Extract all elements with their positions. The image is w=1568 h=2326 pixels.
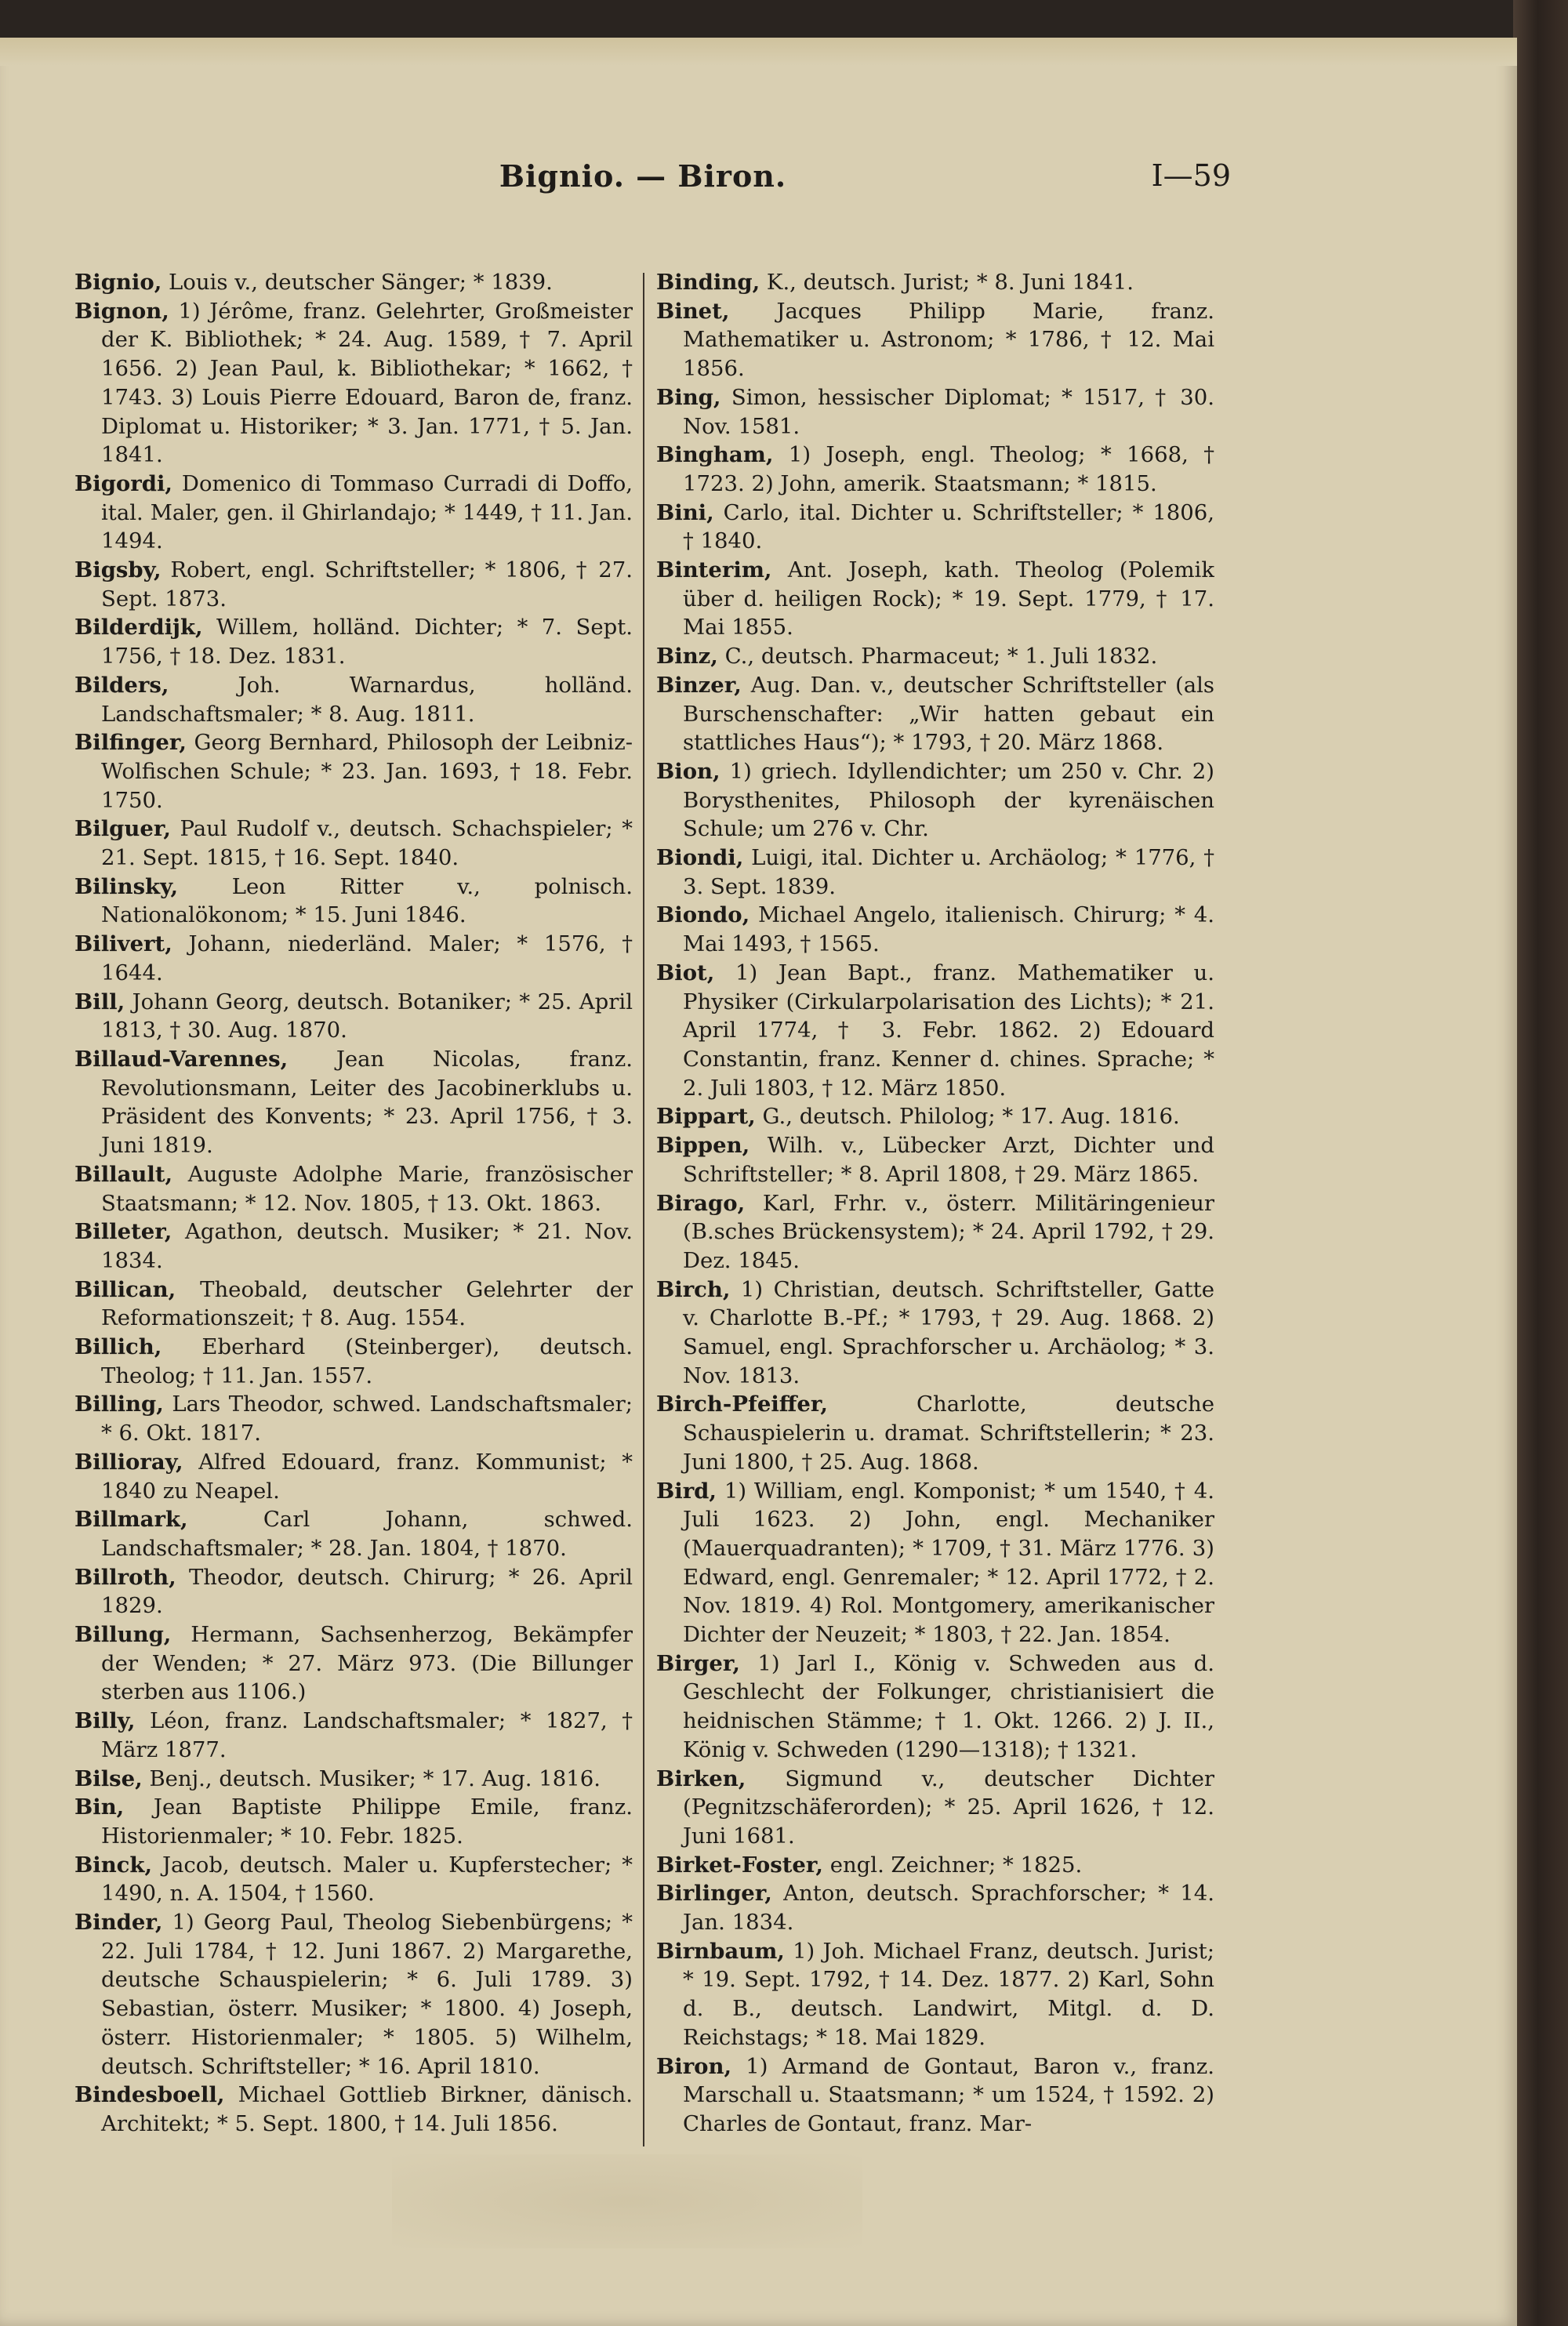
dictionary-entry [656,383,1214,441]
entry-headword: Bion, [656,758,720,784]
entry-headword: Bing, [656,384,721,410]
dictionary-entry [74,1390,633,1447]
entry-headword: Birger, [656,1650,740,1676]
entry-headword: Billault, [74,1161,173,1187]
entry-headword: Binder, [74,1910,163,1936]
entry-text: Simon, hessischer Diplomat; * 1517, † 30. Nov. 1581. [683,384,1214,439]
entry-text: Agathon, deutsch. Musiker; * 21. Nov. 1834. [101,1219,633,1273]
entry-text: Johann, niederländ. Maler; * 1576, † 1644. [101,931,633,985]
entry-headword: Binding, [656,270,760,295]
dictionary-entry [656,499,1214,556]
dictionary-entry [656,757,1214,844]
entry-text: Charlotte, deutsche Schauspielerin u. dramat. Schriftstellerin; * 23. Juni 1800, † 25. Aug. 1868. [683,1392,1214,1475]
entry-headword: Bilguer, [74,816,171,842]
entry-text: 1) Jérôme, franz. Gelehrter, Großmeister der K. Bibliothek; * 24. Aug. 1589, † 7. April 1656. 2) Jean Paul, k. Bibliothekar; * 1662, † 1743. 3) Louis Pierre Edouard, Baron de, franz. Diplomat u. Historiker; * 3. Jan. 1771, † 5. Jan. 1841. [101,298,633,468]
dictionary-entry [74,297,633,470]
entry-text: Louis v., deutscher Sänger; * 1839. [162,270,553,295]
entry-text: 1) Armand de Gontaut, Baron v., franz. Marschall u. Staatsmann; * um 1524, † 1592. 2) Charles de Gontaut, franz. Mar- [683,2053,1214,2136]
page [0,38,1517,2326]
entry-headword: Bilse, [74,1765,143,1791]
dictionary-entry [656,1275,1214,1391]
dictionary-entry [74,728,633,815]
dictionary-entry [656,1131,1214,1188]
entry-text: 1) Georg Paul, Theolog Siebenbürgens; * 22. Juli 1784, † 12. Juni 1867. 2) Margarethe, deutsche Schauspielerin; * 6. Juli 1789. 3) Sebastian, österr. Musiker; * 1800. 4) Joseph, österr. Historienmaler; * 1805. 5) Wilhelm, deutsch. Schriftsteller; * 16. April 1810. [101,1910,633,2079]
entry-headword: Bini, [656,499,714,525]
dictionary-entry [74,815,633,872]
dictionary-entry [74,1765,633,1794]
entry-headword: Biondo, [656,902,750,928]
entry-text: Jacob, deutsch. Maler u. Kupferstecher; * 1490, n. A. 1504, † 1560. [101,1852,633,1907]
entry-text: 1) Jarl I., König v. Schweden aus d. Geschlecht der Folkunger, christianisiert die heidnischen Stämme; † 1. Okt. 1266. 2) J. II., König v. Schweden (1290—1318); † 1321. [683,1650,1214,1762]
entry-text: Theobald, deutscher Gelehrter der Reformationszeit; † 8. Aug. 1554. [101,1276,633,1331]
entry-headword: Birago, [656,1190,746,1216]
entry-headword: Birket-Foster, [656,1852,823,1878]
entry-text: Léon, franz. Landschaftsmaler; * 1827, † März 1877. [101,1708,633,1762]
entry-headword: Billmark, [74,1507,188,1533]
dictionary-entry [656,959,1214,1103]
running-header [71,158,1231,205]
entry-text: Hermann, Sachsenherzog, Bekämpfer der Wenden; * 27. März 973. (Die Billunger sterben aus 1106.) [101,1622,633,1705]
dictionary-entry [656,1851,1214,1880]
dictionary-entry [74,1793,633,1850]
dictionary-entry [74,873,633,930]
entry-text: C., deutsch. Pharmaceut; * 1. Juli 1832. [717,644,1158,669]
header-title: Bignio. — Biron. [499,158,787,194]
dictionary-entry [74,1045,633,1160]
entry-text: 1) Joseph, engl. Theolog; * 1668, † 1723. 2) John, amerik. Staatsmann; * 1815. [683,442,1214,496]
dictionary-entry [74,1620,633,1707]
entry-text: Benj., deutsch. Musiker; * 17. Aug. 1816. [142,1765,601,1791]
entry-headword: Billioray, [74,1449,183,1475]
entry-text: Luigi, ital. Dichter u. Archäolog; * 1776, † 3. Sept. 1839. [683,845,1214,899]
dictionary-entry [74,556,633,613]
entry-text: Lars Theodor, schwed. Landschaftsmaler; * 6. Okt. 1817. [101,1392,633,1446]
entry-text: Karl, Frhr. v., österr. Militäringenieur (B.sches Brückensystem); * 24. April 1792, † 29. Dez. 1845. [683,1190,1214,1273]
dictionary-entry [74,2081,633,2138]
entry-text: G., deutsch. Philolog; * 17. Aug. 1816. [755,1104,1180,1130]
entry-text: Michael Gottlieb Birkner, dänisch. Architekt; * 5. Sept. 1800, † 14. Juli 1856. [101,2082,633,2136]
dictionary-entry [656,1765,1214,1851]
entry-text: Anton, deutsch. Sprachforscher; * 14. Jan. 1834. [683,1881,1214,1936]
entry-headword: Bignon, [74,298,169,324]
entry-headword: Billung, [74,1622,172,1648]
entry-headword: Binz, [656,644,718,669]
entry-text: 1) Joh. Michael Franz, deutsch. Jurist; * 19. Sept. 1792, † 14. Dez. 1877. 2) Karl, Sohn d. B., deutsch. Landwirt, Mitgl. d. D. Reichstags; * 18. Mai 1829. [683,1938,1214,2050]
dictionary-entry [656,556,1214,642]
entry-text: 1) Christian, deutsch. Schriftsteller, Gatte v. Charlotte B.-Pf.; * 1793, † 29. Aug. 1868. 2) Samuel, engl. Sprachforscher u. Archäolog; * 3. Nov. 1813. [683,1276,1214,1388]
entry-text: Aug. Dan. v., deutscher Schriftsteller (als Burschenschafter: „Wir hatten gebaut ein stattliches Haus“); * 1793, † 20. März 1868. [683,672,1214,756]
dictionary-entry [656,844,1214,901]
entry-text: Paul Rudolf v., deutsch. Schachspieler; * 21. Sept. 1815, † 16. Sept. 1840. [101,816,633,871]
entry-text: Leon Ritter v., polnisch. Nationalökonom; * 15. Juni 1846. [101,873,633,928]
dictionary-entry [656,2052,1214,2139]
entry-headword: Birken, [656,1765,746,1791]
dictionary-entry [74,1707,633,1764]
entry-headword: Bigordi, [74,470,172,496]
entry-headword: Biot, [656,960,715,985]
entry-text: Sigmund v., deutscher Dichter (Pegnitzschäferorden); * 25. April 1626, † 12. Juni 1681. [683,1765,1214,1849]
right-column [656,268,1214,2165]
dictionary-entry [74,470,633,556]
entry-text: Domenico di Tommaso Curradi di Doffo, ital. Maler, gen. il Ghirlandajo; * 1449, † 11. Jan. 1494. [101,470,633,554]
entry-text: Auguste Adolphe Marie, französischer Staatsmann; * 12. Nov. 1805, † 13. Okt. 1863. [101,1161,633,1216]
dictionary-entry [656,1937,1214,2052]
entry-headword: Birlinger, [656,1881,772,1907]
entry-headword: Billroth, [74,1564,176,1590]
dictionary-entry [656,1390,1214,1476]
entry-text: Willem, holländ. Dichter; * 7. Sept. 1756, † 18. Dez. 1831. [101,615,633,669]
entry-text: Michael Angelo, italienisch. Chirurg; * 4. Mai 1493, † 1565. [683,902,1214,957]
entry-headword: Birch, [656,1276,731,1302]
entry-text: 1) griech. Idyllendichter; um 250 v. Chr. 2) Borysthenites, Philosoph der kyrenäischen Schule; um 276 v. Chr. [683,758,1214,842]
dictionary-entry [74,613,633,670]
entry-text: Ant. Joseph, kath. Theolog (Polemik über d. heiligen Rock); * 19. Sept. 1779, † 17. Mai 1855. [683,557,1214,640]
entry-text: Joh. Warnardus, holländ. Landschaftsmaler; * 8. Aug. 1811. [101,672,633,727]
entry-headword: Bingham, [656,442,774,468]
entry-headword: Billich, [74,1334,162,1360]
dictionary-entry [74,1275,633,1333]
dictionary-columns [74,268,1214,2165]
entry-headword: Bignio, [74,270,162,295]
dictionary-entry [656,268,1214,297]
dictionary-entry [656,1477,1214,1649]
paper-stain [392,2154,862,2248]
entry-text: Jean Nicolas, franz. Revolutionsmann, Leiter des Jacobinerklubs u. Präsident des Konvents; * 23. April 1756, † 3. Juni 1819. [101,1046,633,1159]
page-number: I—59 [1151,158,1231,193]
entry-text: Alfred Edouard, franz. Kommunist; * 1840 zu Neapel. [101,1449,633,1504]
dictionary-entry [656,1189,1214,1275]
entry-text: Robert, engl. Schriftsteller; * 1806, † 27. Sept. 1873. [101,557,633,611]
dictionary-entry [656,671,1214,757]
entry-text: engl. Zeichner; * 1825. [822,1852,1083,1878]
page-top-shadow [0,38,1517,66]
dictionary-entry [656,642,1214,671]
entry-text: Carl Johann, schwed. Landschaftsmaler; * 28. Jan. 1804, † 1870. [101,1507,633,1561]
dictionary-entry [656,1879,1214,1936]
dictionary-entry [656,1649,1214,1765]
entry-headword: Bindesboell, [74,2082,225,2108]
dictionary-entry [74,1160,633,1217]
entry-text: Jean Baptiste Philippe Emile, franz. Historienmaler; * 10. Febr. 1825. [101,1794,633,1849]
dictionary-entry [656,901,1214,958]
dictionary-entry [74,1448,633,1505]
entry-text: Carlo, ital. Dichter u. Schriftsteller; * 1806, † 1840. [683,499,1214,554]
entry-text: 1) Jean Bapt., franz. Mathematiker u. Physiker (Cirkularpolarisation des Lichts); * 21. April 1774, † 3. Febr. 1862. 2) Edouard Constantin, franz. Kenner d. chines. Sprache; * 2. Juli 1803, † 12. März 1850. [683,960,1214,1101]
entry-headword: Billeter, [74,1219,172,1245]
dictionary-entry [656,1102,1214,1131]
entry-text: Eberhard (Steinberger), deutsch. Theolog; † 11. Jan. 1557. [101,1334,633,1388]
entry-text: Johann Georg, deutsch. Botaniker; * 25. April 1813, † 30. Aug. 1870. [101,989,633,1043]
book-edge [1513,0,1568,2326]
dictionary-entry [74,268,633,297]
column-rule [643,273,644,2146]
dictionary-entry [74,1851,633,1908]
entry-headword: Bippart, [656,1104,756,1130]
entry-text: Theodor, deutsch. Chirurg; * 26. April 1829. [101,1564,633,1619]
entry-headword: Billy, [74,1708,136,1734]
entry-headword: Birnbaum, [656,1938,785,1964]
dictionary-entry [74,1217,633,1275]
entry-headword: Bill, [74,989,125,1014]
dictionary-entry [74,1908,633,2081]
entry-headword: Binzer, [656,672,742,698]
entry-headword: Bippen, [656,1133,750,1159]
entry-headword: Billican, [74,1276,176,1302]
entry-headword: Biondi, [656,845,744,871]
entry-headword: Bilderdijk, [74,615,203,640]
dictionary-entry [74,1505,633,1562]
dictionary-entry [74,930,633,987]
entry-text: K., deutsch. Jurist; * 8. Juni 1841. [760,270,1134,295]
entry-headword: Billing, [74,1392,164,1417]
dictionary-entry [74,988,633,1045]
entry-text: Georg Bernhard, Philosoph der Leibniz-Wolfischen Schule; * 23. Jan. 1693, † 18. Febr. 1750. [101,730,633,813]
dictionary-entry [656,441,1214,498]
entry-headword: Bilfinger, [74,730,187,756]
entry-headword: Binet, [656,298,730,324]
entry-headword: Bigsby, [74,557,162,583]
entry-headword: Binterim, [656,557,772,583]
entry-text: 1) William, engl. Komponist; * um 1540, † 4. Juli 1623. 2) John, engl. Mechaniker (Mauerquadranten); * 1709, † 31. März 1776. 3) Edward, engl. Genremaler; * 12. April 1772, † 2. Nov. 1819. 4) Rol. Montgomery, amerikanischer Dichter der Neuzeit; * 1803, † 22. Jan. 1854. [683,1478,1214,1648]
entry-headword: Billaud-Varennes, [74,1046,289,1072]
left-column [74,268,633,2165]
dictionary-entry [74,1563,633,1620]
entry-headword: Bilinsky, [74,873,179,899]
dictionary-entry [656,297,1214,383]
entry-headword: Bin, [74,1794,125,1820]
dictionary-entry [74,1333,633,1390]
entry-headword: Birch-Pfeiffer, [656,1392,828,1417]
entry-text: Jacques Philipp Marie, franz. Mathematiker u. Astronom; * 1786, † 12. Mai 1856. [683,298,1214,382]
entry-text: Wilh. v., Lübecker Arzt, Dichter und Schriftsteller; * 8. April 1808, † 29. März 1865. [683,1133,1214,1187]
entry-headword: Bilders, [74,672,169,698]
entry-headword: Binck, [74,1852,153,1878]
dictionary-entry [74,671,633,728]
entry-headword: Bilivert, [74,931,172,957]
entry-headword: Bird, [656,1478,717,1504]
entry-headword: Biron, [656,2053,732,2079]
